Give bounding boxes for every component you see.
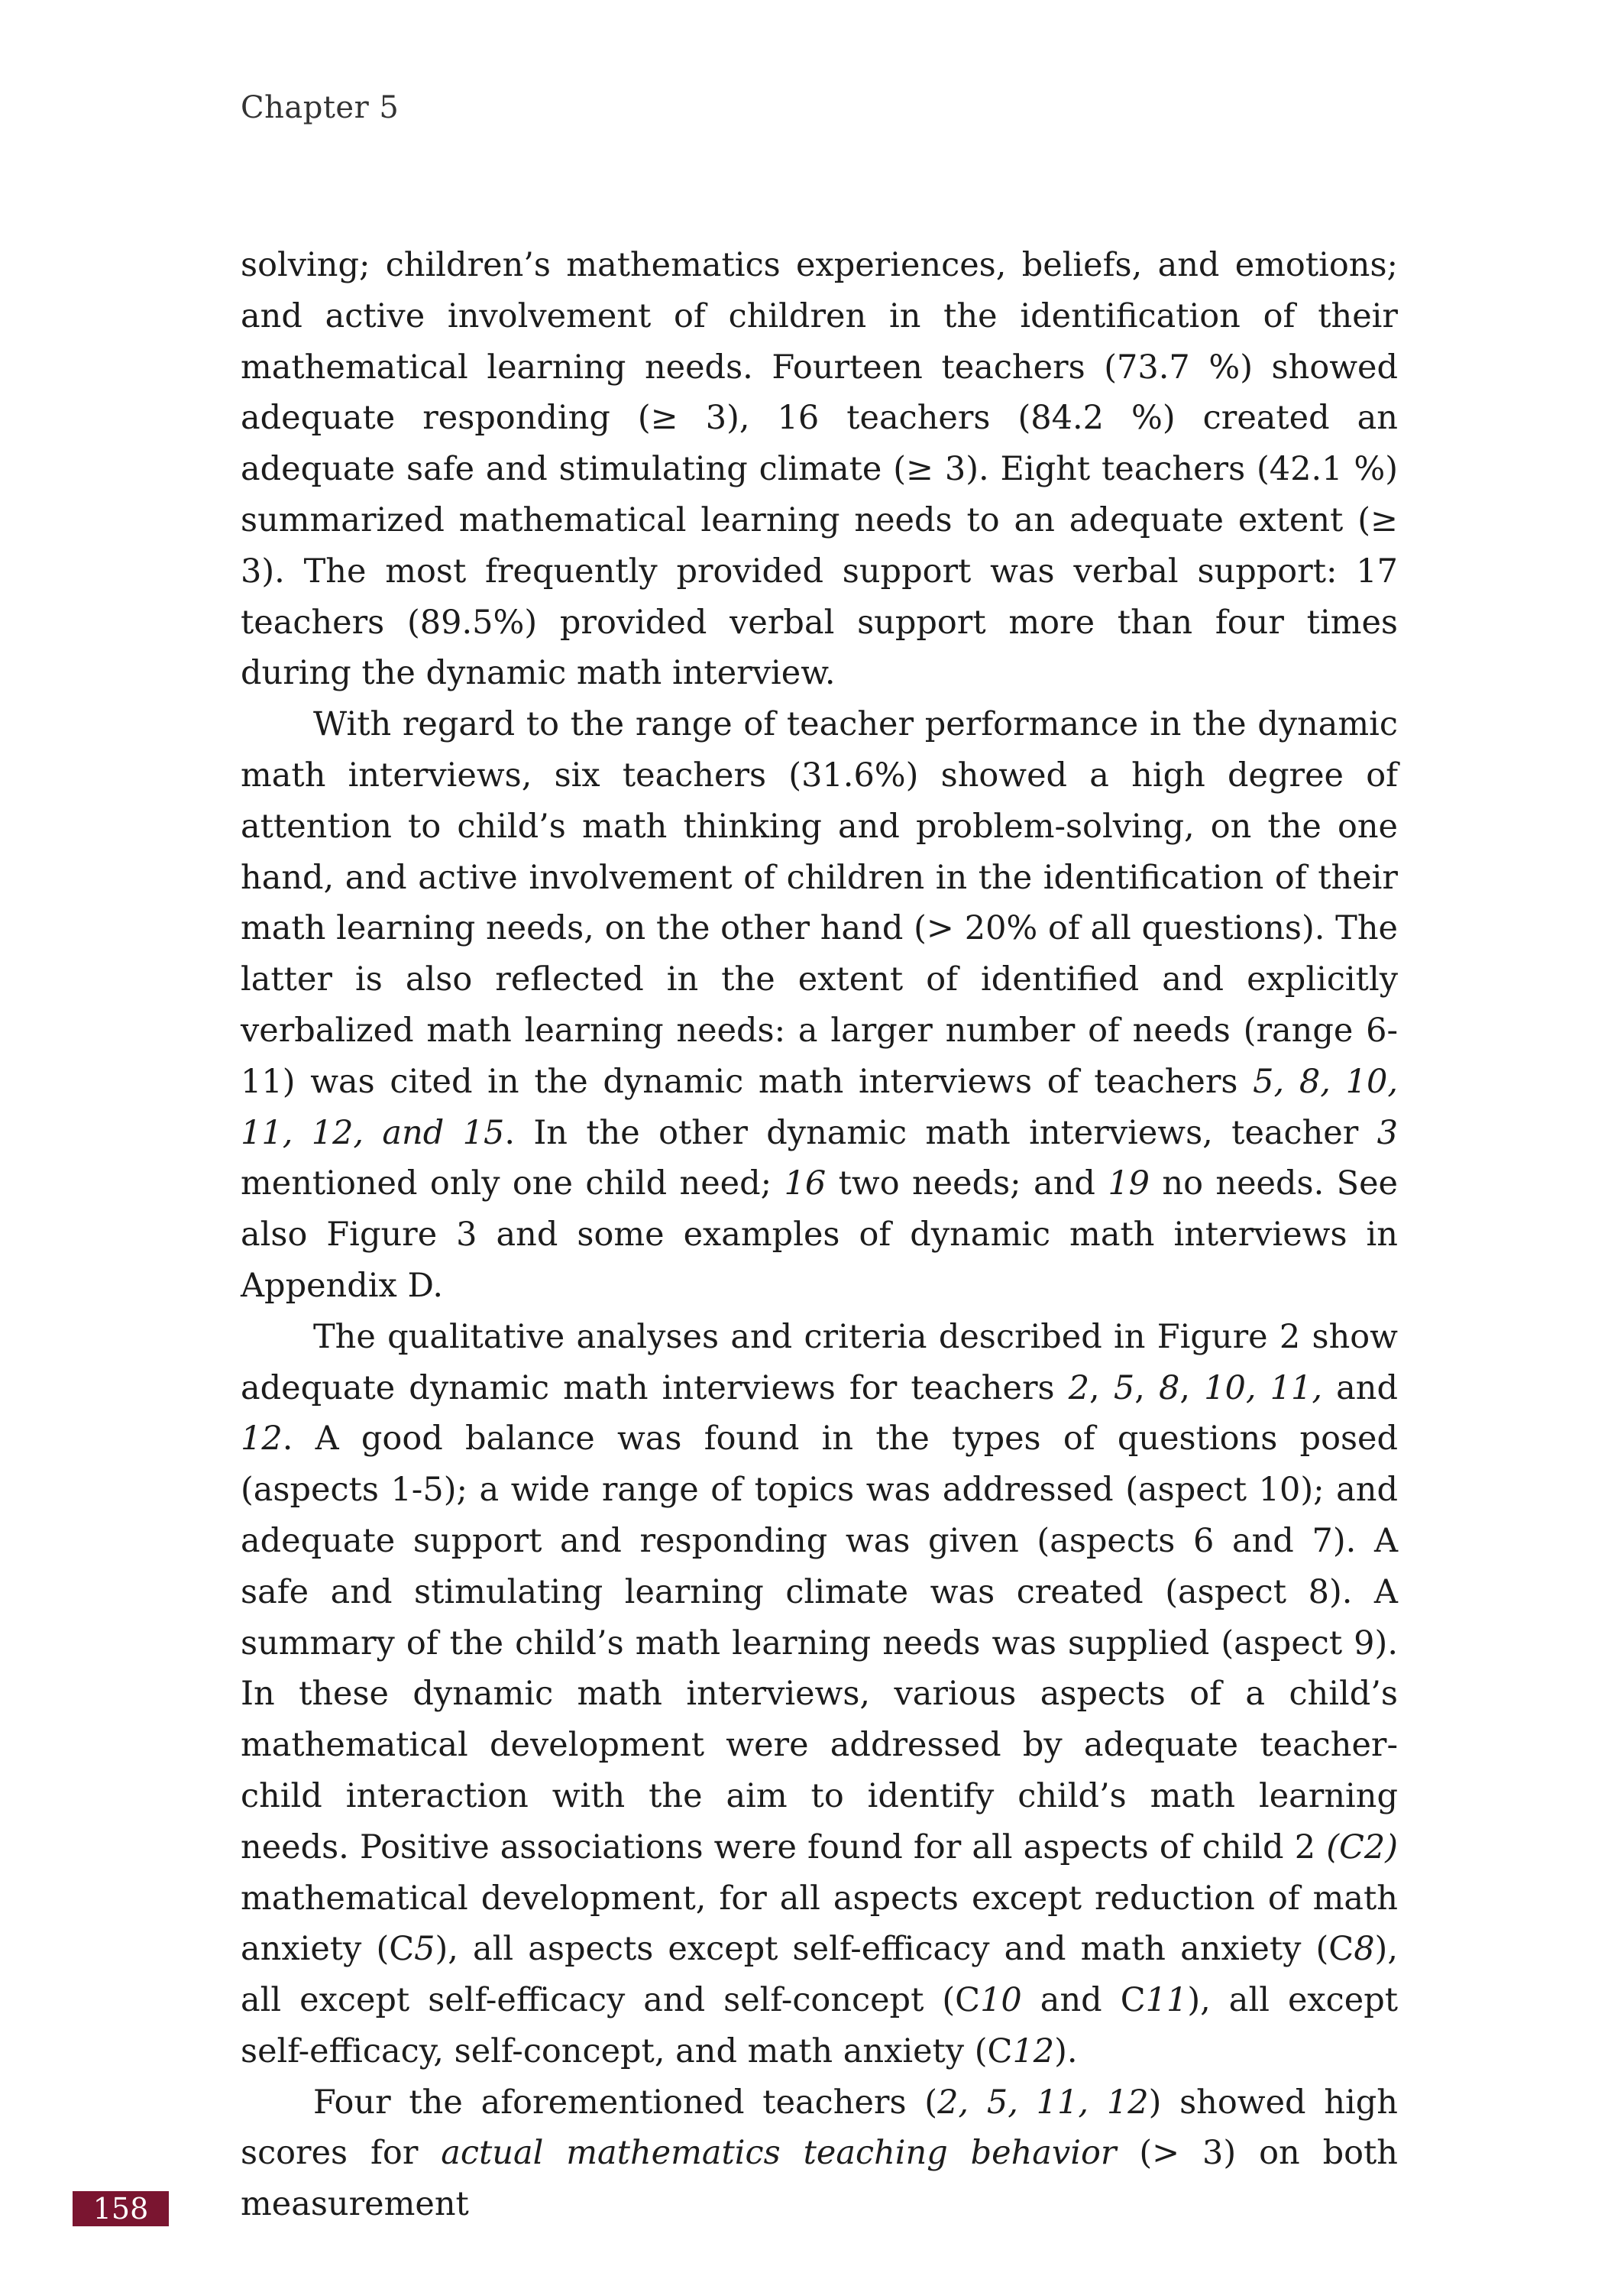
paragraph: The qualitative analyses and criteria described in Figure 2 show adequate dynamic math interviews for teachers 2, 5, 8, 10, 11, and 12. A good balance was found in the types of questions posed (aspects 1-5); a wide range of topics was addressed (aspect 10); and adequate support and responding was given (aspects 6 and 7). A safe and stimulating learning climate was created (aspect 8). A summary of the child’s math learning needs was supplied (aspect 9). In these dynamic math interviews, various aspects of a child’s mathematical development were addressed by adequate teacher-child interaction with the aim to identify child’s math learning needs. Positive associations were found for all aspects of child 2 (C2) mathematical development, for all aspects except reduction of math anxiety (C5), all aspects except self-efficacy and math anxiety (C8), all except self-efficacy and self-concept (C10 and C11), all except self-efficacy, self-concept, and math anxiety (C12). — [241, 1317, 1399, 2070]
italic-span: 3 — [1377, 1113, 1398, 1152]
body-text — [241, 240, 1398, 2230]
italic-span: 10 — [980, 1981, 1022, 2020]
italic-span: 12 — [1012, 2031, 1055, 2070]
italic-span: actual mathematics teaching behavior — [441, 2134, 1117, 2173]
italic-span: 5, 8, 10, 11, 12, and 15 — [241, 1062, 1399, 1152]
italic-span: 5 — [1113, 1368, 1135, 1407]
italic-span: 16 — [784, 1164, 827, 1203]
italic-span: 5 — [414, 1930, 435, 1969]
italic-span: 11 — [1145, 1981, 1188, 2020]
italic-span: 8 — [1354, 1930, 1375, 1969]
italic-span: (C2) — [1326, 1827, 1398, 1866]
italic-span: 19 — [1108, 1164, 1150, 1203]
running-head: Chapter 5 — [241, 90, 400, 125]
paragraph: solving; children’s mathematics experiences, beliefs, and emotions; and active involvement of children in the identification of their mathematical learning needs. Fourteen teachers (73.7 %) showed adequate responding (≥ 3), 16 teachers (84.2 %) created an adequate safe and stimulating climate (≥ 3). Eight teachers (42.1 %) summarized mathematical learning needs to an adequate extent (≥ 3). The most frequently provided support was verbal support: 17 teachers (89.5%) provided verbal support more than four times during the dynamic math interview. — [241, 246, 1398, 693]
paragraph: Four the aforementioned teachers (2, 5, 11, 12) showed high scores for actual mathematics teaching behavior (> 3) on both measurement — [241, 2083, 1398, 2224]
italic-span: 2, 5, 11, 12 — [937, 2083, 1149, 2122]
italic-span: 10, 11, — [1204, 1368, 1323, 1407]
italic-span: 8 — [1159, 1368, 1180, 1407]
italic-span: 12 — [241, 1420, 283, 1458]
paragraph: With regard to the range of teacher performance in the dynamic math interviews, six teachers (31.6%) showed a high degree of attention to child’s math thinking and problem-solving, on the one hand, and active involvement of children in the identification of their math learning needs, on the other hand (> 20% of all questions). The latter is also reflected in the extent of identified and explicitly verbalized math learning needs: a larger number of needs (range 6-11) was cited in the dynamic math interviews of teachers 5, 8, 10, 11, 12, and 15. In the other dynamic math interviews, teacher 3 mentioned only one child need; 16 two needs; and 19 no needs. See also Figure 3 and some examples of dynamic math interviews in Appendix D. — [241, 705, 1399, 1305]
italic-span: 2 — [1068, 1368, 1090, 1407]
page-number: 158 — [73, 2191, 169, 2226]
